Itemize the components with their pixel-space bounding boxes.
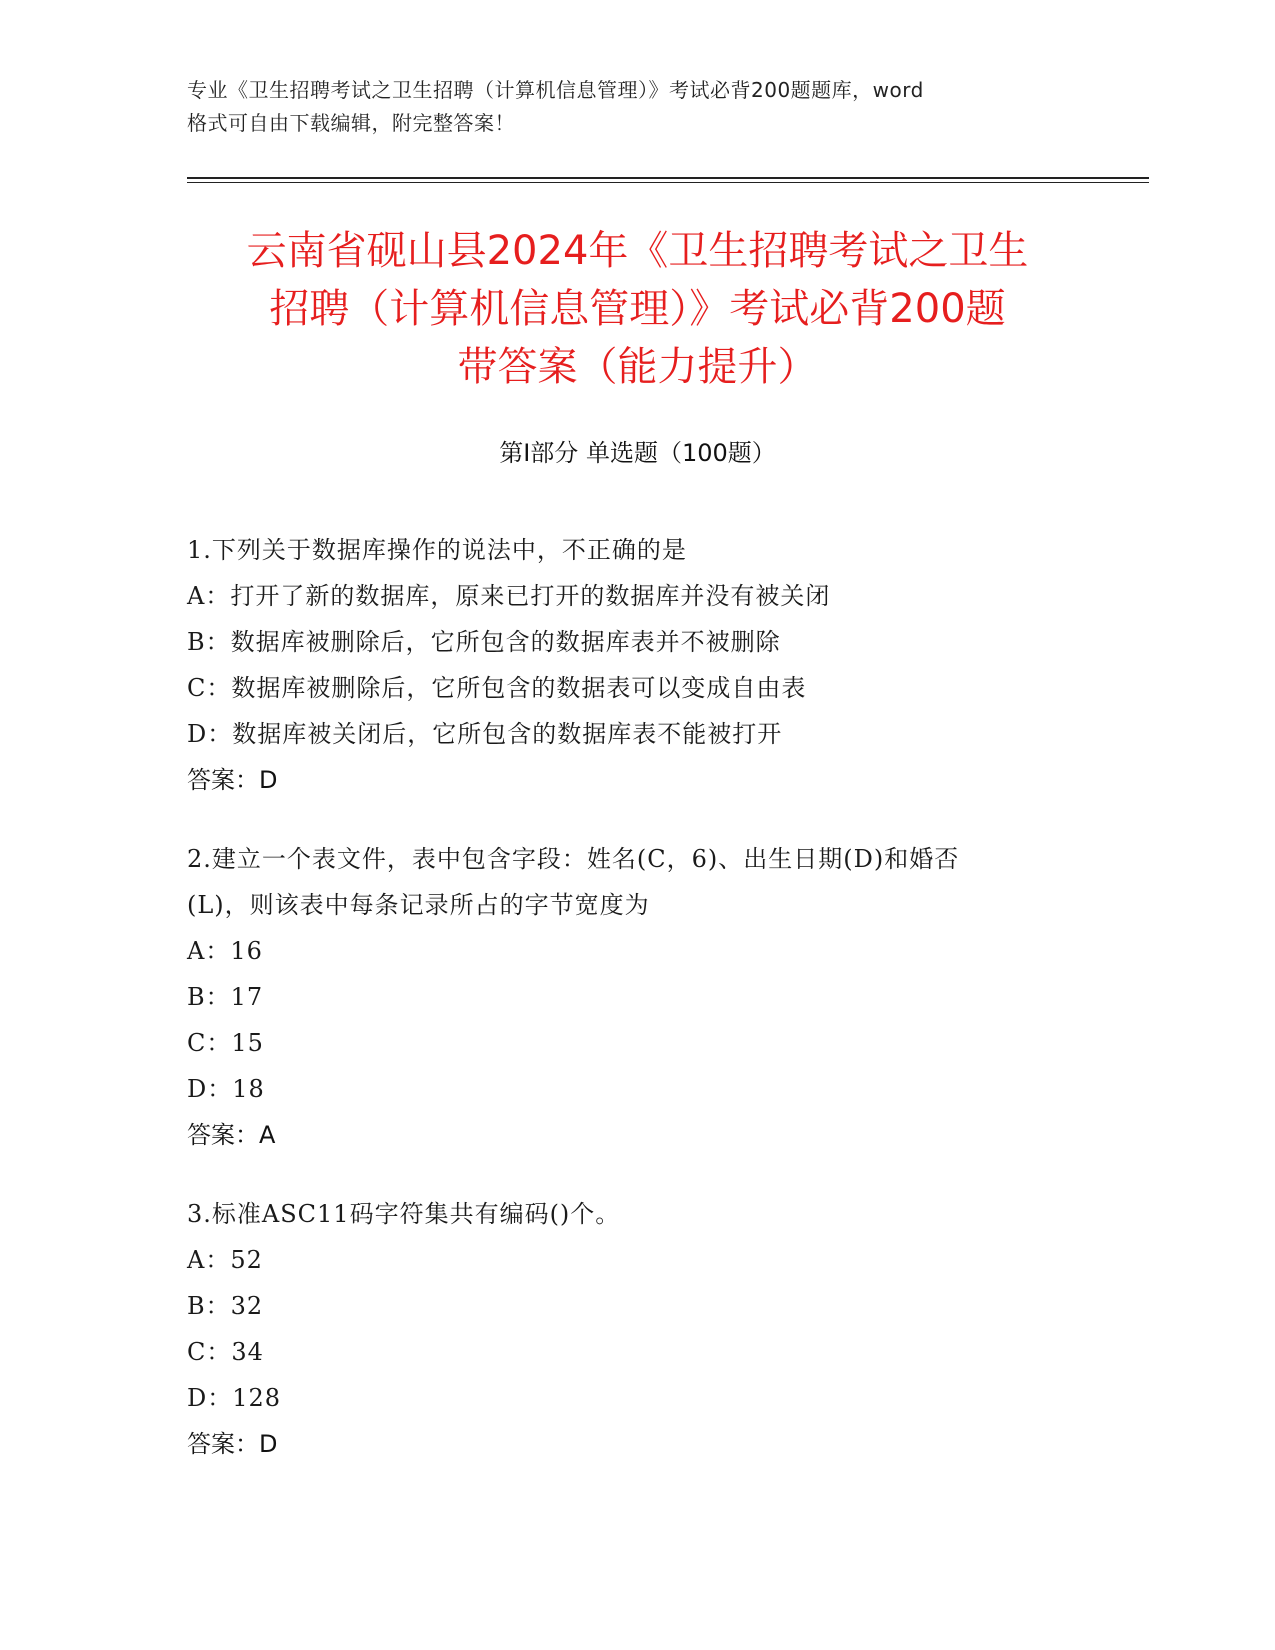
option-d: D：128 [187,1384,282,1412]
option-c: C：34 [187,1338,264,1366]
question-stem: 1.下列关于数据库操作的说法中，不正确的是 [187,536,687,564]
option-a: A：16 [187,937,263,965]
option-d: D：18 [187,1075,265,1103]
answer: 答案：D [187,1430,278,1458]
question-3 [187,1191,1087,1467]
option-a: A：打开了新的数据库，原来已打开的数据库并没有被关闭 [187,582,831,610]
option-b: B：数据库被删除后，它所包含的数据库表并不被删除 [187,628,781,656]
option-b: B：32 [187,1292,264,1320]
document-title-line-3: 带答案（能力提升） [457,344,818,390]
question-1 [187,527,1087,803]
section-title: 第Ⅰ部分 单选题（100题） [499,439,776,467]
header-note [187,74,1087,140]
question-2 [187,836,1087,1158]
option-a: A：52 [187,1246,263,1274]
document-title-line-2: 招聘（计算机信息管理）》考试必背200题 [269,286,1006,332]
option-b: B：17 [187,983,264,1011]
document-title-line-1: 云南省砚山县2024年《卫生招聘考试之卫生 [246,228,1029,274]
answer: 答案：A [187,1121,276,1149]
option-c: C：数据库被删除后，它所包含的数据表可以变成自由表 [187,674,807,702]
option-c: C：15 [187,1029,264,1057]
question-stem-line-2: (L)，则该表中每条记录所占的字节宽度为 [187,891,650,919]
option-d: D：数据库被关闭后，它所包含的数据库表不能被打开 [187,720,783,748]
document-title [150,222,1125,396]
question-stem: 3.标准ASC11码字符集共有编码()个。 [187,1200,621,1228]
answer: 答案：D [187,766,278,794]
header-rule-thick [187,177,1149,179]
header-rule-thin [187,182,1149,183]
header-note-line-1: 专业《卫生招聘考试之卫生招聘（计算机信息管理）》考试必背200题题库，word [187,78,924,102]
header-note-line-2: 格式可自由下载编辑，附完整答案！ [187,111,515,135]
question-list [187,527,1087,1500]
question-stem-line-1: 2.建立一个表文件，表中包含字段：姓名(C，6)、出生日期(D)和婚否 [187,845,960,873]
